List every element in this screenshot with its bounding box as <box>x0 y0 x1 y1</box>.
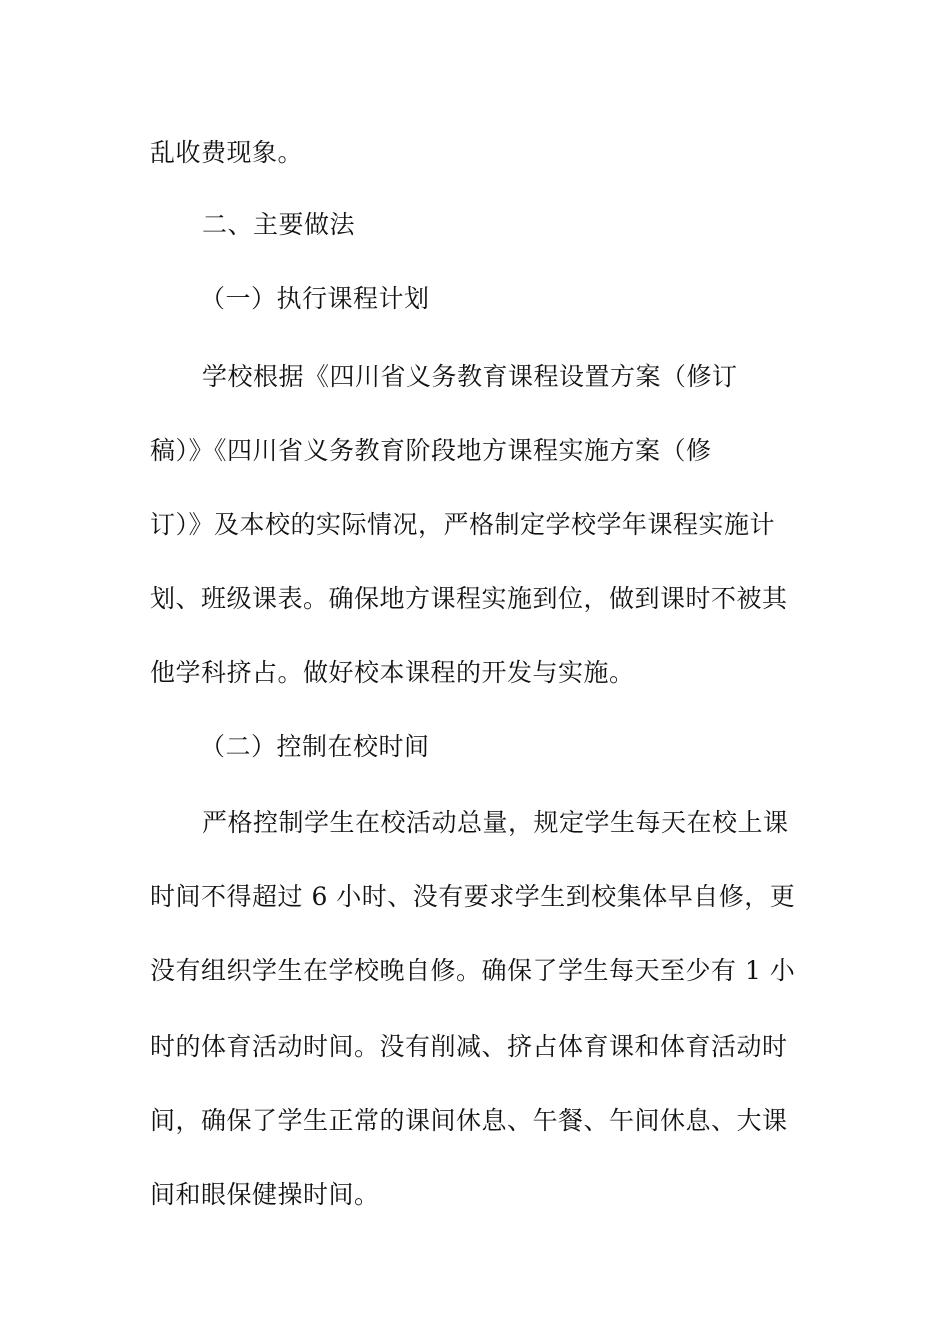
paragraph-line: 严格控制学生在校活动总量，规定学生每天在校上课 <box>202 808 789 837</box>
section-heading-main-practices: 二、主要做法 <box>202 210 356 239</box>
subheading-school-time-control: （二）控制在校时间 <box>200 732 430 761</box>
subheading-curriculum-plan: （一）执行课程计划 <box>200 284 430 313</box>
paragraph-line: 他学科挤占。做好校本课程的开发与实施。 <box>150 658 635 687</box>
paragraph-line: 时的体育活动时间。没有削减、挤占体育课和体育活动时 <box>150 1032 788 1061</box>
paragraph-continuation-line: 乱收费现象。 <box>150 138 304 167</box>
paragraph-line: 没有组织学生在学校晚自修。确保了学生每天至少有 1 小 <box>150 956 796 985</box>
paragraph-line: 稿）》《四川省义务教育阶段地方课程实施方案（修 <box>150 436 712 465</box>
paragraph-line: 划、班级课表。确保地方课程实施到位，做到课时不被其 <box>150 584 788 613</box>
paragraph-line: 间，确保了学生正常的课间休息、午餐、午间休息、大课 <box>150 1106 788 1135</box>
paragraph-line: 学校根据《四川省义务教育课程设置方案（修订 <box>202 362 738 391</box>
paragraph-line: 时间不得超过 6 小时、没有要求学生到校集体早自修，更 <box>150 882 796 911</box>
paragraph-line: 间和眼保健操时间。 <box>150 1180 380 1209</box>
paragraph-line: 订）》及本校的实际情况，严格制定学校学年课程实施计 <box>150 510 776 539</box>
